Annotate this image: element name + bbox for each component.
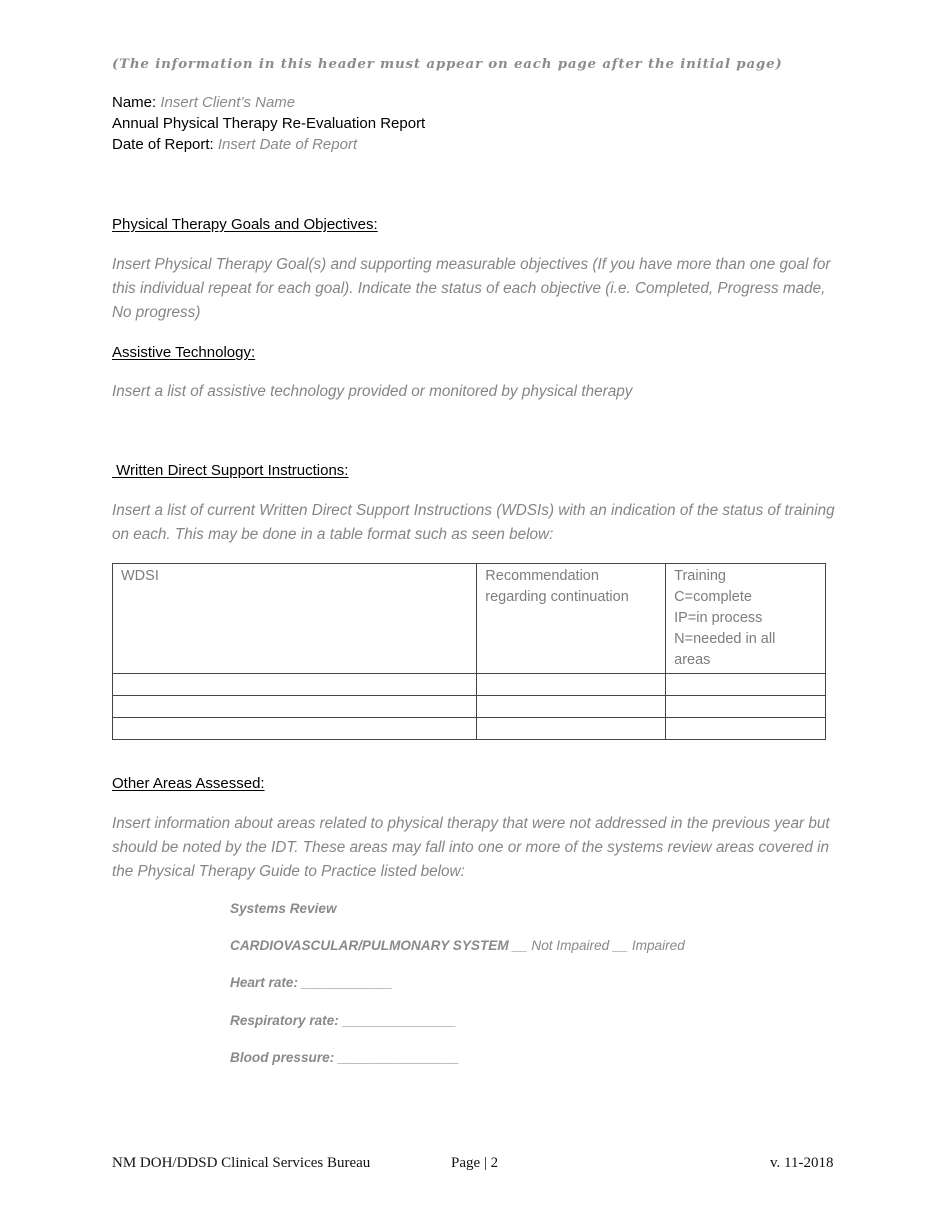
table-row <box>113 674 826 696</box>
table-cell[interactable] <box>477 696 666 718</box>
assistive-heading: Assistive Technology: <box>112 344 256 361</box>
client-name-label: Name: <box>112 94 161 111</box>
table-cell[interactable] <box>666 696 826 718</box>
header-note: (The information in this header must appear on each page after the initial page) <box>112 56 783 72</box>
blood-pressure-label: Blood pressure: ________________ <box>230 1050 459 1065</box>
other-areas-text: Insert information about areas related to physical therapy that were not addressed in the previous year but should be noted by the IDT. These areas may fall into one or more of the systems review areas covered in the Physical Therapy Guide to Practice listed below: <box>112 815 830 880</box>
cardio-line <box>230 938 685 953</box>
heart-rate-label: Heart rate: ____________ <box>230 975 393 990</box>
systems-review-title-text: Systems Review <box>230 901 337 916</box>
table-cell[interactable] <box>113 718 477 740</box>
goals-text: Insert Physical Therapy Goal(s) and supporting measurable objectives (If you have more than one goal for this individual repeat for each goal). Indicate the status of each objective (i.e. Completed, Progress made, No progress) <box>112 256 831 321</box>
table-row <box>113 696 826 718</box>
footer-bureau: NM DOH/DDSD Clinical Services Bureau <box>112 1155 371 1171</box>
wdsi-table <box>112 563 826 740</box>
table-cell[interactable] <box>113 696 477 718</box>
heart-rate-field <box>230 975 393 990</box>
goals-heading: Physical Therapy Goals and Objectives: <box>112 216 378 233</box>
wdsi-text: Insert a list of current Written Direct Support Instructions (WDSIs) with an indication of the status of training on each. This may be done in a table format such as seen below: <box>112 502 835 543</box>
table-cell[interactable] <box>477 718 666 740</box>
table-cell[interactable] <box>113 674 477 696</box>
client-name-placeholder: Insert Client’s Name <box>160 94 296 111</box>
systems-review-title <box>230 901 337 916</box>
wdsi-table-header-row <box>113 564 826 674</box>
footer-version: v. 11-2018 <box>770 1155 834 1171</box>
table-row <box>113 718 826 740</box>
table-cell[interactable] <box>666 674 826 696</box>
training-label-line3: IP=in process <box>674 610 763 626</box>
client-name-line <box>112 93 295 113</box>
recommendation-col-header <box>477 564 666 674</box>
respiratory-rate-label: Respiratory rate: _______________ <box>230 1013 456 1028</box>
assistive-text: Insert a list of assistive technology provided or monitored by physical therapy <box>112 383 633 400</box>
report-date-line <box>112 135 357 155</box>
cardio-label: CARDIOVASCULAR/PULMONARY SYSTEM <box>230 938 509 953</box>
recommendation-label-line1: Recommendation <box>485 568 599 584</box>
blood-pressure-field <box>230 1050 459 1065</box>
report-date-label: Date of Report: <box>112 136 218 153</box>
recommendation-label-line2: regarding continuation <box>485 589 629 605</box>
wdsi-col-header <box>113 564 477 674</box>
footer-page-number: Page | 2 <box>451 1155 499 1171</box>
training-label-line5: areas <box>674 652 711 668</box>
other-areas-heading: Other Areas Assessed: <box>112 775 265 792</box>
table-cell[interactable] <box>666 718 826 740</box>
training-label-line1: Training <box>674 568 726 584</box>
training-label-line4: N=needed in all <box>674 631 776 647</box>
report-date-placeholder: Insert Date of Report <box>217 136 358 153</box>
wdsi-heading: Written Direct Support Instructions: <box>112 462 349 479</box>
wdsi-col-label: WDSI <box>121 568 159 584</box>
respiratory-rate-field <box>230 1013 456 1028</box>
training-col-header <box>666 564 826 674</box>
cardio-options: __ Not Impaired __ Impaired <box>508 938 685 953</box>
table-cell[interactable] <box>477 674 666 696</box>
report-title: Annual Physical Therapy Re-Evaluation Report <box>112 115 426 132</box>
training-label-line2: C=complete <box>674 589 752 605</box>
